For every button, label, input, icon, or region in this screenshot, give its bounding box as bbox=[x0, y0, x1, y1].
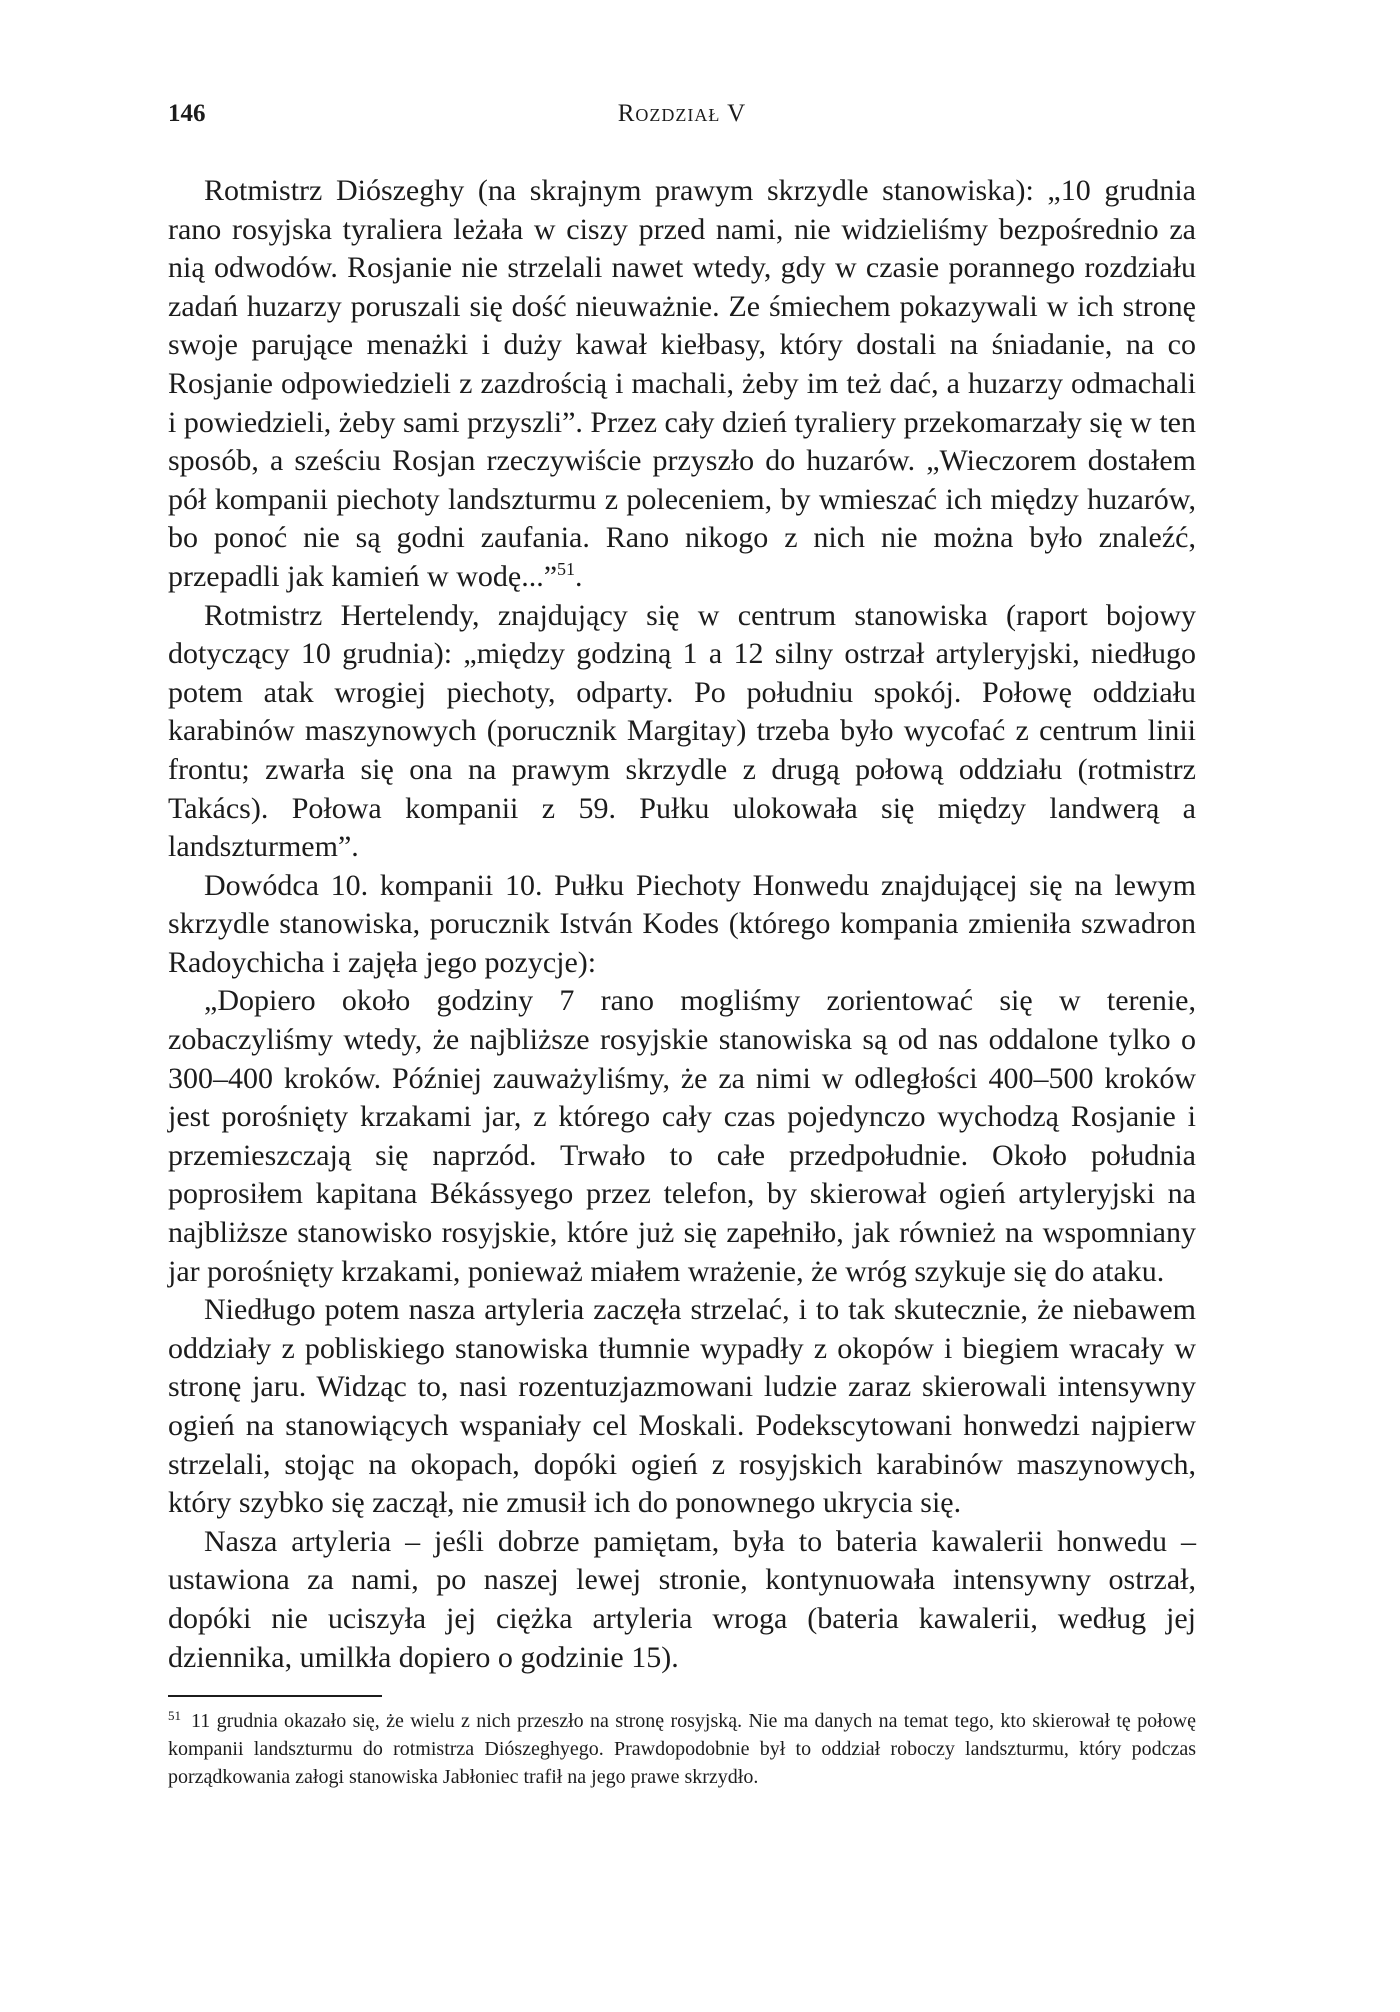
book-page bbox=[168, 100, 1196, 1791]
chapter-title: Rozdział V bbox=[617, 100, 747, 127]
footnote-divider bbox=[168, 1695, 382, 1697]
footnote bbox=[168, 1707, 1196, 1791]
paragraph-kodes-quote-2: Niedługo potem nasza artyleria zaczęła strzelać, i to tak skutecznie, że niebawem oddziały z pobliskiego stanowiska tłumnie wypadły z okopów i biegiem wracały w stronę jaru. Widząc to, nasi rozentuzjazmowani ludzie zaraz skierowali intensywny ogień na stanowiących wspaniały cel Moskali. Podekscytowani honwedzi najpierw strzelali, stojąc na okopach, dopóki ogień z rosyjskich karabinów maszynowych, który szybko się zaczął, nie zmusił ich do ponownego ukrycia się. bbox=[168, 1293, 1196, 1520]
body-text bbox=[168, 172, 1196, 1677]
paragraph-kodes-intro: Dowódca 10. kompanii 10. Pułku Piechoty Honwedu znajdującej się na lewym skrzydle stanowiska, porucznik István Kodes (którego kompania zmieniła szwadron Radoychicha i zajęła jego pozycje): bbox=[168, 868, 1196, 979]
paragraph-text: Rotmistrz Diószeghy (na skrajnym prawym skrzydle stanowiska): „10 grudnia rano rosyjska tyraliera leżała w ciszy przed nami, nie widzieliśmy bezpośrednio za nią odwodów. Rosjanie nie strzelali nawet wtedy, gdy w czasie porannego rozdziału zadań huzarzy poruszali się dość nieuważnie. Ze śmiechem pokazywali w ich stronę swoje parujące menażki i duży kawał kiełbasy, który dostali na śniadanie, na co Rosjanie odpowiedzieli z zazdrością i machali, żeby im też dać, a huzarzy odmachali i powiedzieli, żeby sami przyszli”. Przez cały dzień tyraliery przekomarzały się w ten sposób, a sześciu Rosjan rzeczywiście przyszło do huzarów. „Wieczorem dostałem pół kompanii piechoty landszturmu z poleceniem, by wmieszać ich między huzarów, bo ponoć nie są godni zaufania. Rano nikogo z nich nie można było znaleźć, przepadli jak kamień w wodę...” bbox=[168, 174, 1196, 593]
footnote-marker: 51 bbox=[168, 1707, 181, 1723]
running-head bbox=[168, 100, 1196, 140]
footnote-text: 11 grudnia okazało się, że wielu z nich przeszło na stronę rosyjską. Nie ma danych na temat tego, kto skierował tę połowę kompanii landszturmu do rotmistrza Diószeghyego. Prawdopodobnie był to oddział roboczy landszturmu, który podczas porządkowania załogi stanowiska Jabłoniec trafił na jego prawe skrzydło. bbox=[168, 1710, 1196, 1789]
footnotes bbox=[168, 1707, 1196, 1791]
paragraph-dioszeghy: Rotmistrz Diószeghy (na skrajnym prawym skrzydle stanowiska): „10 grudnia rano rosyjska tyraliera leżała w ciszy przed nami, nie widzieliśmy bezpośrednio za nią odwodów. Rosjanie nie strzelali nawet wtedy, gdy w czasie porannego rozdziału zadań huzarzy poruszali się dość nieuważnie. Ze śmiechem pokazywali w ich stronę swoje parujące menażki i duży kawał kiełbasy, który dostali na śniadanie, na co Rosjanie odpowiedzieli z zazdrością i machali, żeby im też dać, a huzarzy odmachali i powiedzieli, żeby sami przyszli”. Przez cały dzień tyraliery przekomarzały się w ten sposób, a sześciu Rosjan rzeczywiście przyszło do huzarów. „Wieczorem dostałem pół kompanii piechoty landszturmu z poleceniem, by wmieszać ich między huzarów, bo ponoć nie są godni zaufania. Rano nikogo z nich nie można było znaleźć, przepadli jak kamień w wodę...”$^{51}$. bbox=[168, 174, 1196, 593]
paragraph-kodes-quote-3: Nasza artyleria – jeśli dobrze pamiętam, była to bateria kawalerii honwedu – ustawiona za nami, po naszej lewej stronie, kontynuowała intensywny ostrzał, dopóki nie uciszyła jej ciężka artyleria wroga (bateria kawalerii, według jej dziennika, umilkła dopiero o godzinie 15). bbox=[168, 1524, 1196, 1674]
paragraph-kodes-quote-1: „Dopiero około godziny 7 rano mogliśmy zorientować się w terenie, zobaczyliśmy wtedy, że najbliższe rosyjskie stanowiska są od nas oddalone tylko o 300–400 kroków. Później zauważyliśmy, że za nimi w odległości 400–500 kroków jest porośnięty krzakami jar, z którego cały czas pojedynczo wychodzą Rosjanie i przemieszczają się naprzód. Trwało to całe przedpołudnie. Około południa poprosiłem kapitana Békássyego przez telefon, by skierował ogień artyleryjski na najbliższe stanowisko rosyjskie, które już się zapełniło, jak również na wspomniany jar porośnięty krzakami, ponieważ miałem wrażenie, że wróg szykuje się do ataku. bbox=[168, 984, 1196, 1288]
page-number: 146 bbox=[168, 100, 206, 127]
paragraph-hertelendy: Rotmistrz Hertelendy, znajdujący się w centrum stanowiska (raport bojowy dotyczący 10 grudnia): „między godziną 1 a 12 silny ostrzał artyleryjski, niedługo potem atak wrogiej piechoty, odparty. Po południu spokój. Połowę oddziału karabinów maszynowych (porucznik Margitay) trzeba było wycofać z centrum linii frontu; zwarła się ona na prawym skrzydle z drugą połową oddziału (rotmistrz Takács). Połowa kompanii z 59. Pułku ulokowała się między landwerą a landszturmem”. bbox=[168, 598, 1196, 864]
footnote-reference: 51 bbox=[557, 558, 576, 579]
